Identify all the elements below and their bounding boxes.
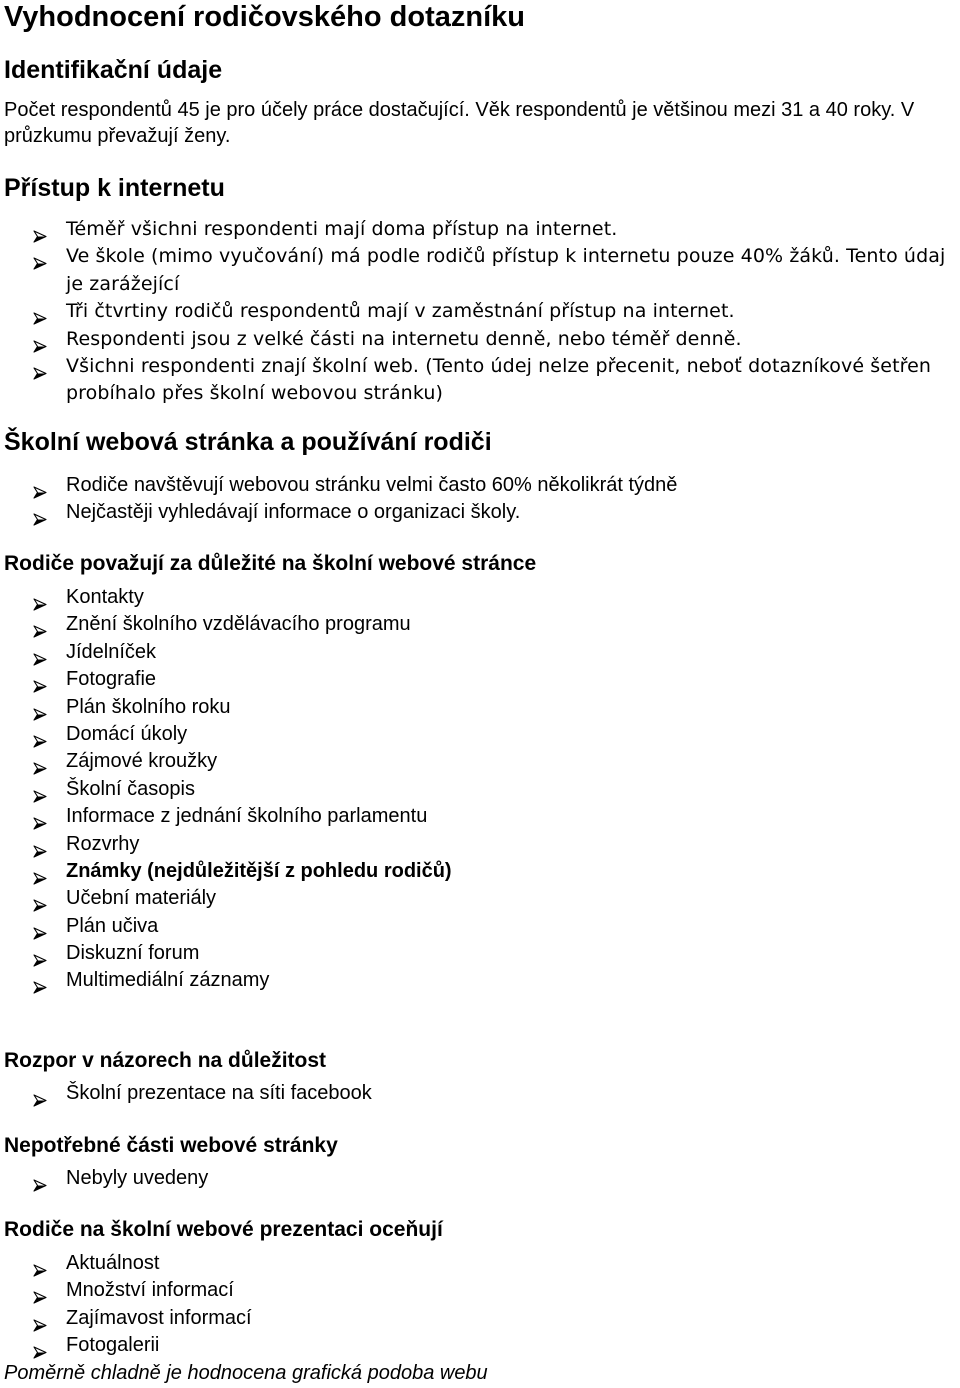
list-item-text: Školní časopis — [66, 777, 195, 800]
arrowhead-bullet-icon — [33, 251, 47, 264]
important-heading: Rodiče považují za důležité na školní webové stránce — [4, 552, 537, 575]
list-item-text: Plán školního roku — [66, 695, 231, 718]
arrowhead-bullet-icon — [33, 866, 47, 879]
unneeded-heading: Nepotřebné části webové stránky — [4, 1134, 338, 1157]
list-item-text: Informace z jednání školního parlamentu — [66, 805, 428, 828]
arrowhead-bullet-icon — [33, 975, 47, 988]
school-web-heading: Školní webová stránka a používání rodiči — [4, 428, 492, 456]
arrowhead-bullet-icon — [33, 1173, 47, 1186]
list-item — [0, 499, 960, 526]
internet-access-list — [0, 216, 960, 408]
arrowhead-bullet-icon — [33, 1258, 47, 1271]
list-item — [0, 639, 960, 666]
list-item-text: Diskuzní forum — [66, 942, 200, 965]
arrowhead-bullet-icon — [33, 647, 47, 660]
disagreement-list — [0, 1080, 960, 1107]
appreciate-heading: Rodiče na školní webové prezentaci oceňují — [4, 1218, 443, 1241]
arrowhead-bullet-icon — [33, 361, 47, 374]
list-item-text: Zájmové kroužky — [66, 750, 218, 773]
list-item — [0, 721, 960, 748]
list-item — [0, 1165, 960, 1192]
list-item-text: Multimediální záznamy — [66, 969, 270, 992]
list-item-text: Nejčastěji vyhledávají informace o organizaci školy. — [66, 501, 521, 524]
list-item — [0, 940, 960, 967]
list-item — [0, 353, 960, 408]
list-item-text: Rozvrhy — [66, 832, 140, 855]
arrowhead-bullet-icon — [33, 674, 47, 687]
arrowhead-bullet-icon — [33, 1313, 47, 1326]
list-item — [0, 1080, 960, 1107]
list-item-text: Jídelníček — [66, 640, 157, 663]
list-item — [0, 776, 960, 803]
list-item-text: Školní prezentace na síti facebook — [66, 1082, 372, 1104]
list-item — [0, 243, 960, 298]
arrowhead-bullet-icon — [33, 1340, 47, 1353]
list-item-text: Tři čtvrtiny rodičů respondentů mají v zaměstnání přístup na internet. — [66, 300, 735, 323]
arrowhead-bullet-icon — [33, 1285, 47, 1298]
list-item — [0, 831, 960, 858]
list-item-text: Aktuálnost — [66, 1252, 160, 1274]
list-item-text: Množství informací — [66, 1279, 234, 1302]
disagreement-heading: Rozpor v názorech na důležitost — [4, 1049, 327, 1072]
list-item — [0, 216, 960, 243]
arrowhead-bullet-icon — [33, 729, 47, 742]
list-item — [0, 584, 960, 611]
arrowhead-bullet-icon — [33, 948, 47, 961]
list-item — [0, 694, 960, 721]
list-item — [0, 326, 960, 353]
list-item-text: Učební materiály — [66, 887, 217, 910]
list-item — [0, 748, 960, 775]
list-item-text: Ve škole (mimo vyučování) má podle rodičů přístup k internetu pouze 40% žáků. Tento údaj je zarážející — [66, 245, 946, 295]
list-item-text: Znění školního vzdělávacího programu — [66, 613, 411, 636]
unneeded-list — [0, 1165, 960, 1192]
arrowhead-bullet-icon — [33, 334, 47, 347]
identification-heading: Identifikační údaje — [4, 56, 223, 84]
arrowhead-bullet-icon — [33, 921, 47, 934]
list-item-text: Fotografie — [66, 668, 157, 691]
arrowhead-bullet-icon — [33, 811, 47, 824]
identification-text: Počet respondentů 45 je pro účely práce dostačující. Věk respondentů je většinou mezi 31 a 40 roky. V průzkumu převažují ženy. — [4, 99, 915, 147]
footer-note: Poměrně chladně je hodnocena grafická podoba webu — [4, 1362, 488, 1384]
arrowhead-bullet-icon — [33, 784, 47, 797]
arrowhead-bullet-icon — [33, 702, 47, 715]
important-list — [0, 584, 960, 995]
list-item-text: Kontakty — [66, 586, 144, 608]
arrowhead-bullet-icon — [33, 1088, 47, 1101]
list-item-text: Respondenti jsou z velké části na internetu denně, nebo téměř denně. — [66, 327, 742, 350]
list-item — [0, 298, 960, 325]
list-item — [0, 1277, 960, 1304]
list-item — [0, 666, 960, 693]
list-item-text: Zajímavost informací — [66, 1306, 252, 1329]
school-web-list — [0, 472, 960, 527]
list-item-text: Rodiče navštěvují webovou stránku velmi často 60% několikrát týdně — [66, 474, 678, 496]
document-title: Vyhodnocení rodičovského dotazníku — [4, 1, 525, 33]
list-item — [0, 858, 960, 885]
arrowhead-bullet-icon — [33, 893, 47, 906]
internet-access-heading: Přístup k internetu — [4, 174, 225, 202]
list-item — [0, 1305, 960, 1332]
arrowhead-bullet-icon — [33, 756, 47, 769]
appreciate-list — [0, 1250, 960, 1360]
list-item — [0, 472, 960, 499]
list-item — [0, 967, 960, 994]
arrowhead-bullet-icon — [33, 306, 47, 319]
arrowhead-bullet-icon — [33, 507, 47, 520]
list-item — [0, 611, 960, 638]
list-item — [0, 803, 960, 830]
list-item-text: Nebyly uvedeny — [66, 1167, 209, 1189]
arrowhead-bullet-icon — [33, 619, 47, 632]
arrowhead-bullet-icon — [33, 480, 47, 493]
list-item-text: Známky (nejdůležitější z pohledu rodičů) — [66, 859, 452, 882]
arrowhead-bullet-icon — [33, 224, 47, 237]
arrowhead-bullet-icon — [33, 839, 47, 852]
list-item-text: Plán učiva — [66, 914, 159, 937]
list-item-text: Fotogalerii — [66, 1334, 160, 1357]
list-item — [0, 913, 960, 940]
list-item — [0, 885, 960, 912]
list-item — [0, 1332, 960, 1359]
arrowhead-bullet-icon — [33, 592, 47, 605]
list-item-text: Všichni respondenti znají školní web. (Tento údej nelze přecenit, neboť dotazníkové šetřen probíhalo přes školní webovou stránku) — [66, 354, 932, 405]
list-item-text: Domácí úkoly — [66, 722, 188, 745]
list-item-text: Téměř všichni respondenti mají doma přístup na internet. — [66, 218, 618, 240]
list-item — [0, 1250, 960, 1277]
